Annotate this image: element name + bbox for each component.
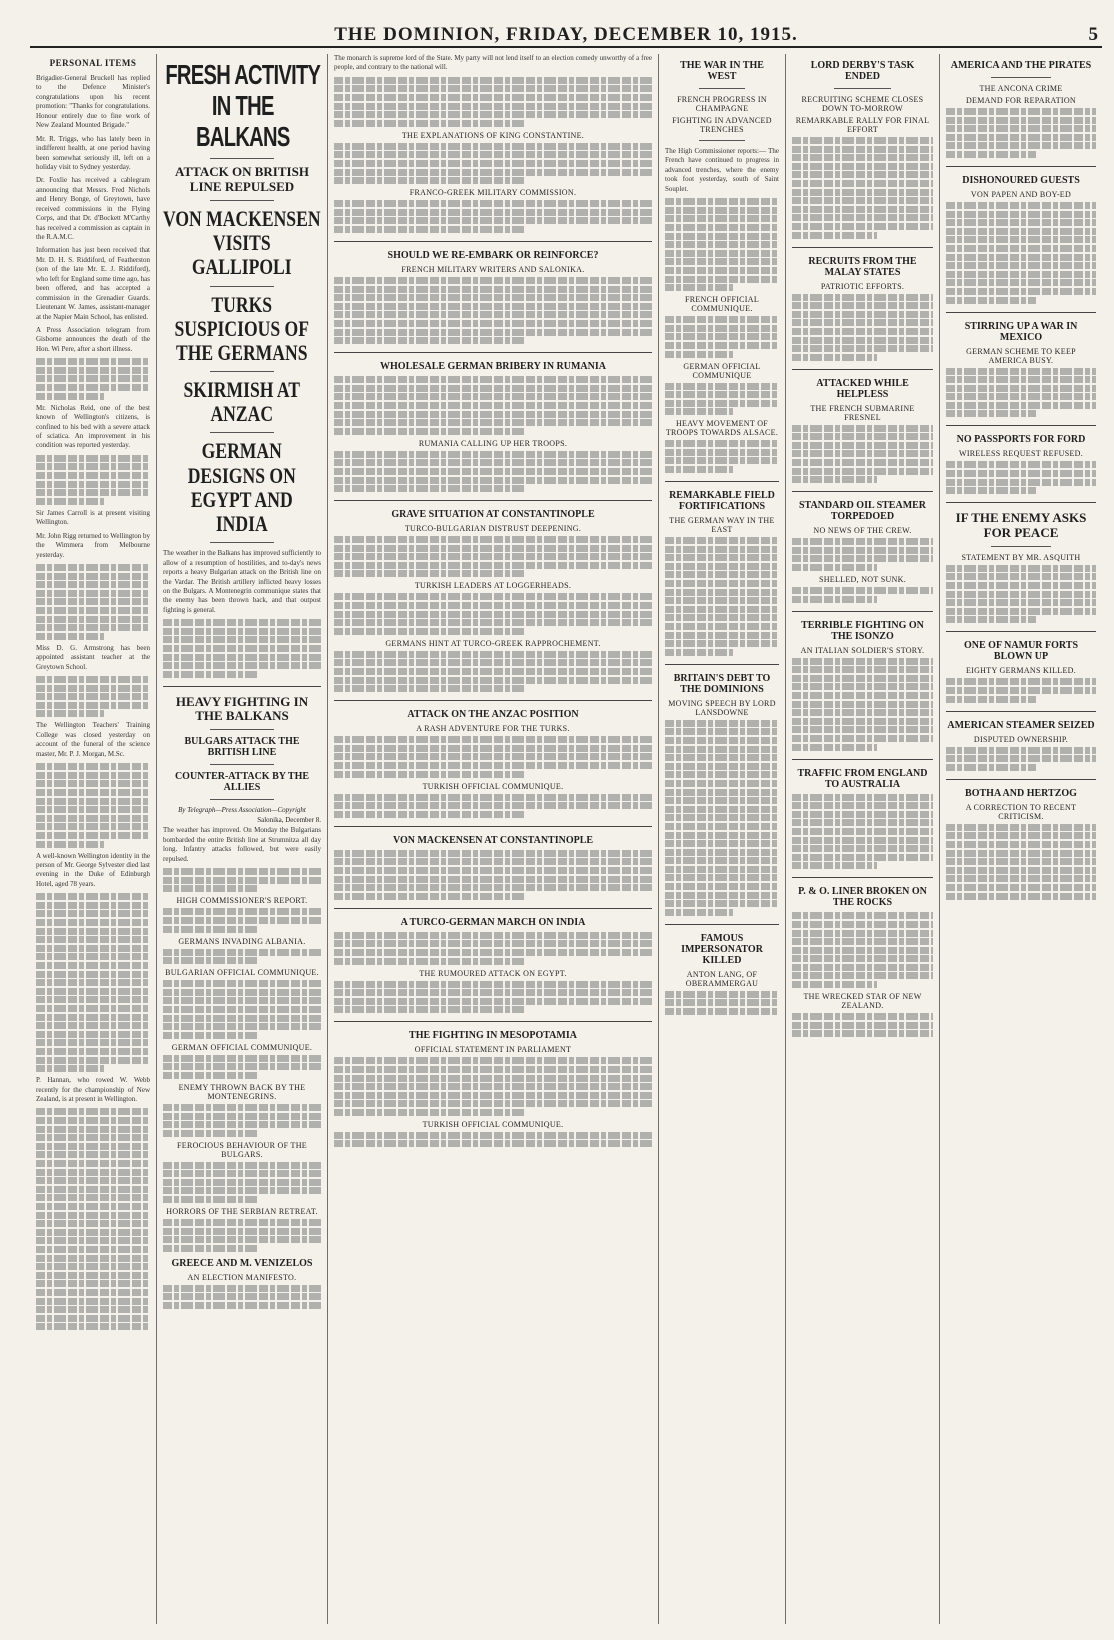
text-filler [334,536,652,577]
text-filler [792,658,933,751]
subheading: FEROCIOUS BEHAVIOUR OF THE BULGARS. [177,1140,307,1159]
subheading: RECRUITING SCHEME CLOSES DOWN TO-MORROW [801,95,924,113]
subheading: HIGH COMMISSIONER'S REPORT. [176,896,308,906]
subheading: FIGHTING IN ADVANCED TRENCHES [672,116,772,134]
article-paragraph: Information has just been received that Mr. D. H. S. Riddiford, of Featherston (son of the late Mr. E. J. Riddiford), who left for England some time ago, has been offered, and has accepted a commission in the Grenadier Guards. Lieutenant W. James, assistant-manager at the Napier Main School, has enlisted. [36,246,150,321]
subheading: HORRORS OF THE SERBIAN RETREAT. [166,1207,318,1217]
subheading: FRENCH MILITARY WRITERS AND SALONIKA. [401,265,585,274]
text-filler [334,593,652,634]
headline: GERMAN DESIGNS ON EGYPT AND INDIA [187,438,297,537]
text-filler [36,676,150,717]
column-america [940,54,1102,1624]
article-paragraph: Sir James Carroll is at present visiting Wellington. [36,508,150,527]
headline: GRAVE SITUATION AT CONSTANTINOPLE [391,509,595,521]
subheading: GERMAN OFFICIAL COMMUNIQUE. [171,1042,313,1052]
subheading: TURKISH OFFICIAL COMMUNIQUE. [422,1119,564,1129]
headline: RECRUITS FROM THE MALAY STATES [808,255,917,278]
text-filler [334,451,652,492]
article-paragraph: The Wellington Teachers' Training College was closed yesterday on account of the funeral of the science master, Mr. P. J. Morgan, M.Sc. [36,721,150,758]
column-war-news [328,54,659,1624]
subheading: MOVING SPEECH BY LORD LANSDOWNE [668,698,776,717]
text-filler [334,1132,652,1148]
subheading: HEAVY MOVEMENT OF TROOPS TOWARDS ALSACE. [665,419,779,438]
headline: ATTACKED WHILE HELPLESS [816,377,909,400]
text-filler [946,565,1096,624]
text-filler [334,277,652,344]
article-paragraph: A well-known Wellington identity in the person of Mr. George Sylvester died last evening in the Duke of Edinburgh Hotel, aged 78 years. [36,851,150,888]
article-paragraph: The weather has improved. On Monday the Bulgarians bombarded the entire British line at Strumnitza all day long. Infantry attacks followed, but were easily repulsed. [163,826,321,863]
subheading: FRENCH OFFICIAL COMMUNIQUE. [684,295,760,314]
headline: FAMOUS IMPERSONATOR KILLED [681,932,763,966]
headline: TURKS SUSPICIOUS OF THE GERMANS [174,291,310,365]
headline: THE FIGHTING IN MESOPOTAMIA [409,1030,577,1042]
headline: A TURCO-GERMAN MARCH ON INDIA [400,916,586,928]
article-paragraph: A Press Association telegram from Gisborne announces the death of the Hon. Wi Pere, after a short illness. [36,325,150,353]
headline: IF THE ENEMY ASKS FOR PEACE [955,510,1087,540]
text-filler [334,850,652,900]
subheading: FRANCO-GREEK MILITARY COMMISSION. [409,188,577,198]
text-filler [163,949,321,965]
subheading: DEMAND FOR REPARATION [965,96,1077,105]
text-filler [792,294,933,361]
text-filler [792,1013,933,1037]
text-filler [163,1055,321,1079]
text-filler [946,108,1096,158]
main-headline: FRESH ACTIVITY IN THE BALKANS [165,59,321,152]
text-filler [163,1219,321,1252]
subheading: THE GERMAN WAY IN THE EAST [669,516,775,535]
article-intro: The weather in the Balkans has improved sufficiently to allow of a resumption of hostilities, and to-day's news reports a heavy Bulgarian attack on the British line on the Vardar. The British artillery inflicted heavy losses on the Bulgars. A Montenegrin communique states that the enemy has been thrown back, and that outpost fighting is general. [163,549,321,614]
text-filler [334,376,652,435]
text-filler [665,383,779,416]
text-filler [163,1104,321,1137]
text-filler [946,824,1096,900]
text-filler [946,747,1096,771]
text-filler [163,619,321,678]
text-filler [36,564,150,640]
headline: STANDARD OIL STEAMER TORPEDOED [798,500,927,523]
text-filler [792,137,933,239]
column-war-in-west [659,54,786,1624]
subheading: A CORRECTION TO RECENT CRITICISM. [965,802,1077,821]
text-filler [665,440,779,473]
text-filler [792,538,933,571]
article-paragraph: The High Commissioner reports:— The French have continued to progress in advanced trenches, where the enemy took foot yesterday, south of Saint Souplet. [665,147,779,193]
headline: ATTACK ON THE ANZAC POSITION [407,709,579,721]
text-filler [334,77,652,127]
text-filler [163,908,321,932]
subheading: VON PAPEN AND BOY-ED [970,189,1072,199]
text-filler [946,202,1096,304]
headline: VON MACKENSEN VISITS GALLIPOLI [163,205,321,280]
wire-credit: By Telegraph—Press Association—Copyright [178,806,306,815]
text-filler [36,763,150,847]
column-personal-items [30,54,157,1624]
masthead [30,22,1102,48]
subheading: GERMAN OFFICIAL COMMUNIQUE [683,361,761,380]
subheading: TURCO-BULGARIAN DISTRUST DEEPENING. [404,524,582,534]
subheading: STATEMENT BY MR. ASQUITH [961,552,1081,562]
subheading: THE WRECKED STAR OF NEW ZEALAND. [803,992,922,1011]
headline: AMERICAN STEAMER SEIZED [947,719,1095,731]
headline: LORD DERBY'S TASK ENDED [810,60,915,82]
text-filler [665,198,779,291]
headline: DISHONOURED GUESTS [962,174,1080,186]
page-number: 5 [1088,24,1098,45]
text-filler [334,143,652,184]
text-filler [665,720,779,916]
text-filler [334,794,652,818]
text-filler [36,455,150,505]
subheading: GERMANS HINT AT TURCO-GREEK RAPPROCHEMENT. [385,638,601,648]
subheading: DISPUTED OWNERSHIP. [973,734,1069,744]
text-filler [665,537,779,656]
text-filler [334,1057,652,1116]
headline: SHOULD WE RE-EMBARK OR REINFORCE? [387,250,599,261]
subheading: OFFICIAL STATEMENT IN PARLIAMENT [414,1045,572,1055]
headline: TRAFFIC FROM ENGLAND TO AUSTRALIA [797,767,928,790]
subheading: A RASH ADVENTURE FOR THE TURKS. [416,724,570,734]
subheading: THE EXPLANATIONS OF KING CONSTANTINE. [401,130,585,140]
subheading: NO NEWS OF THE CREW. [813,526,912,536]
section-title: PERSONAL ITEMS [49,58,137,68]
subheading: WIRELESS REQUEST REFUSED. [958,449,1084,459]
subheading: ENEMY THROWN BACK BY THE MONTENEGRINS. [178,1082,306,1101]
article-paragraph: P. Hannan, who rowed W. Webb recently for the championship of New Zealand, is at present in Wellington. [36,1076,150,1103]
text-filler [36,893,150,1072]
headline: SKIRMISH AT ANZAC [183,377,301,427]
headline: TERRIBLE FIGHTING ON THE ISONZO [801,619,924,642]
subheading: THE ANCONA CRIME [979,84,1063,93]
subheading: EIGHTY GERMANS KILLED. [965,666,1077,676]
subheading: GERMANS INVADING ALBANIA. [178,936,306,946]
text-filler [334,651,652,692]
text-filler [792,912,933,988]
text-filler [163,1285,321,1309]
dateline: Salonika, December 8. [257,816,321,825]
text-filler [163,1162,321,1203]
subheading: TURKISH OFFICIAL COMMUNIQUE. [422,781,564,791]
headline: BRITAIN'S DEBT TO THE DOMINIONS [673,672,771,695]
text-filler [334,932,652,965]
headline: P. & O. LINER BROKEN ON THE ROCKS [798,886,927,909]
headline: COUNTER-ATTACK BY THE ALLIES [174,771,310,794]
article-paragraph: The monarch is supreme lord of the State. My party will not lend itself to an election comedy unworthy of a free people, and contrary to the national will. [334,54,652,72]
subheading: THE RUMOURED ATTACK ON EGYPT. [419,968,567,978]
text-filler [36,358,150,399]
headline: HEAVY FIGHTING IN THE BALKANS [175,693,309,724]
subheading: BULGARIAN OFFICIAL COMMUNIQUE. [165,968,319,978]
headline: AMERICA AND THE PIRATES [950,60,1092,71]
headline: REMARKABLE FIELD FORTIFICATIONS [669,490,775,513]
subheading: PATRIOTIC EFFORTS. [820,281,905,291]
text-filler [334,200,652,233]
subheading: THE FRENCH SUBMARINE FRESNEL [810,403,915,422]
headline: STIRRING UP A WAR IN MEXICO [964,320,1078,343]
headline: NO PASSPORTS FOR FORD [956,434,1086,446]
subheading: ANTON LANG, OF OBERAMMERGAU [685,969,759,988]
text-filler [946,678,1096,702]
text-filler [334,736,652,777]
text-filler [946,368,1096,418]
article-paragraph: Dr. Foxlie has received a cablegram announcing that Messrs. Fred Nichols and Henry Bonge, of Greytown, have received commissions in the Flying Corps, and that Dr. d'Bockett M'Carthy has received a commission as captain in the R.A.M.C. [36,176,150,241]
text-filler [163,980,321,1039]
text-filler [792,794,933,870]
subheading: SHELLED, NOT SUNK. [818,575,907,585]
headline: VON MACKENSEN AT CONSTANTINOPLE [392,834,594,846]
text-filler [36,1108,150,1330]
text-filler [334,981,652,1014]
text-filler [792,587,933,603]
text-filler [665,991,779,1015]
article-paragraph: Mr. Nicholas Reid, one of the best known of Wellington's citizens, is confined to his bed with a severe attack of sciatica. An improvement in his condition was reported yesterday. [36,403,150,450]
column-balkans [157,54,328,1624]
subheading: FRENCH PROGRESS IN CHAMPAGNE [677,95,767,113]
headline: BULGARS ATTACK THE BRITISH LINE [184,736,300,759]
headline: WHOLESALE GERMAN BRIBERY IN RUMANIA [380,361,606,373]
subheading: AN ITALIAN SOLDIER'S STORY. [800,645,925,655]
article-paragraph: Brigadier-General Bruckell has replied to the Defence Minister's congratulations upon his recent promotion: "Thanks for congratulations. Honour entirely due to fine work of New Zealand Mounted Brigade." [36,74,150,130]
text-filler [665,316,779,357]
headline: GREECE AND M. VENIZELOS [171,1257,313,1269]
text-filler [163,868,321,892]
subheading: REMARKABLE RALLY FOR FINAL EFFORT [795,116,930,134]
headline: THE WAR IN THE WEST [680,60,764,82]
article-paragraph: Mr. R. Triggs, who has lately been in indifferent health, at one period having been somewhat seriously ill, left on a holiday visit to Sydney yesterday. [36,134,150,171]
text-filler [792,425,933,484]
headline: ATTACK ON BRITISH LINE REPULSED [175,164,309,194]
subheading: RUMANIA CALLING UP HER TROOPS. [418,438,568,448]
article-paragraph: Miss D. G. Armstrong has been appointed assistant teacher at the Greytown School. [36,643,150,671]
text-filler [946,461,1096,494]
article-paragraph: Mr. John Rigg returned to Wellington by the Wimmera from Melbourne yesterday. [36,531,150,559]
newspaper-title: THE DOMINION, FRIDAY, DECEMBER 10, 1915. [334,24,798,45]
column-lord-derby [786,54,940,1624]
headline: BOTHA AND HERTZOG [965,787,1077,799]
headline: ONE OF NAMUR FORTS BLOWN UP [964,640,1078,663]
subheading: TURKISH LEADERS AT LOGGERHEADS. [414,581,572,591]
subheading: GERMAN SCHEME TO KEEP AMERICA BUSY. [966,346,1076,365]
subheading: AN ELECTION MANIFESTO. [187,1272,297,1282]
